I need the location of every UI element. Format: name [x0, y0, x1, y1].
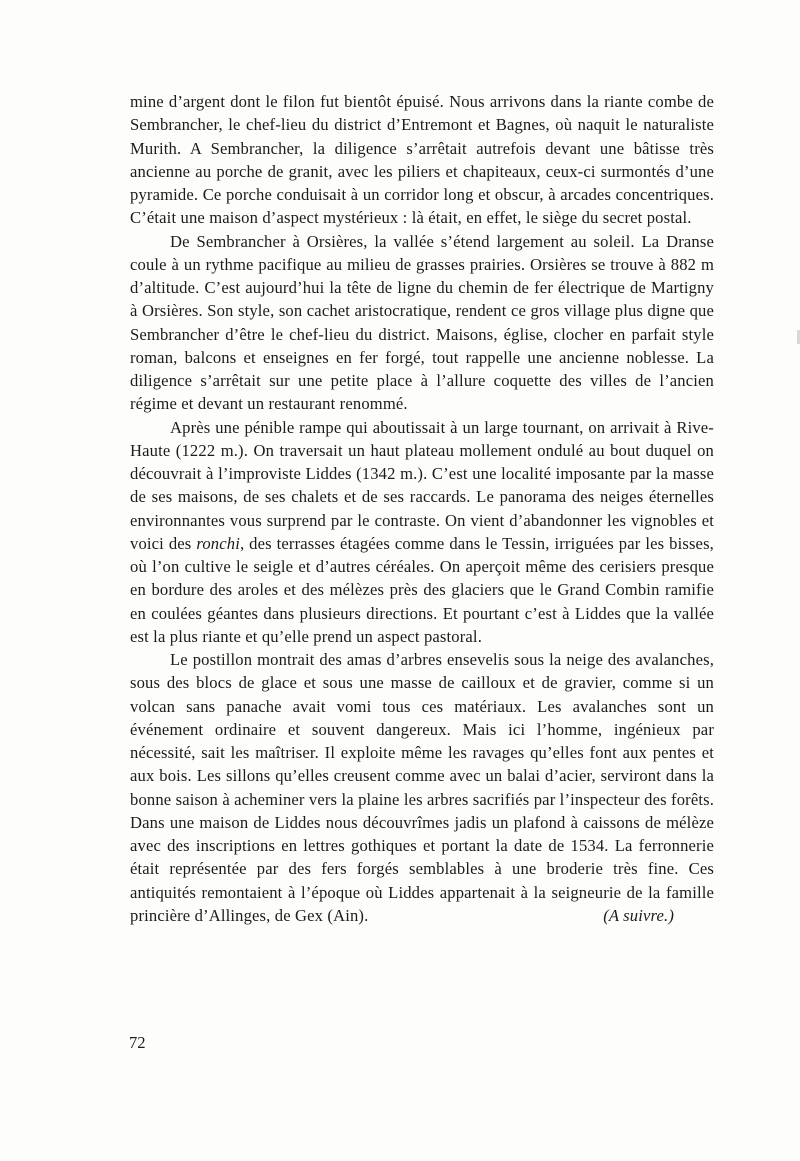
paragraph-1: mine d’argent dont le filon fut bientôt épuisé. Nous arrivons dans la riante combe de Sembrancher, le chef-lieu du district d’Entremont et Bagnes, où naquit le naturaliste Murith. A Sembrancher, la diligence s’arrêtait autrefois devant une bâtisse très ancienne au porche de granit, avec les piliers et chapiteaux, ceux-ci surmontés d’une pyramide. Ce porche conduisait à un corridor long et obscur, à arcades concentriques. C’était une maison d’aspect mystérieux : là était, en effet, le siège du secret postal.	[130, 92, 714, 228]
paragraph-2: De Sembrancher à Orsières, la vallée s’étend largement au soleil. La Dranse coule à un rythme pacifique au milieu de grasses prairies. Orsières se trouve à 882 m d’altitude. C’est aujourd’hui la tête de ligne du chemin de fer électrique de Martigny à Orsières. Son style, son cachet aristocratique, rendent ce gros village plus digne que Sembrancher d’être le chef-lieu du district. Maisons, église, clocher en parfait style roman, balcons et enseignes en fer forgé, tout rappelle une ancienne noblesse. La diligence s’arrêtait sur une petite place à l’allure coquette des villes de l’ancien régime et devant un restaurant renommé.	[130, 231, 714, 414]
paragraph-4-text: Le postillon montrait des amas d’arbres ensevelis sous la neige des avalanches, sous des blocs de glace et sous une masse de cailloux et de gravier, comme si un volcan sans panache avait vomi tous ces matériaux. Les avalanches sont un événement ordinaire et souvent dangereux. Mais ici l’homme, ingénieux par nécessité, sait les maîtriser. Il exploite même les ravages qu’elles font aux pentes et aux bois. Les sillons qu’elles creusent comme avec un balai d’acier, serviront dans la bonne saison à acheminer vers la plaine les arbres sacrifiés par l’inspecteur des forêts. Dans une maison de Liddes nous découvrîmes jadis un plafond à caissons de mélèze avec des inscriptions en lettres gothiques et portant la date de 1534. La ferronnerie était représentée par des fers forgés semblables à une broderie très fine. Ces antiquités remontaient à l’époque où Liddes appartenait à la seigneurie de la famille princière d’Allinges, de Gex (Ain).	[130, 650, 714, 925]
paragraph-4	[130, 648, 714, 927]
paragraph-3-text-before: Après une pénible rampe qui aboutissait à un large tournant, on arrivait à Rive-Haute (1222 m.). On traversait un haut plateau mollement ondulé au bout duquel on découvrait à l’improviste Liddes (1342 m.). C’est une localité imposante par la masse de ses maisons, de ses chalets et de ses raccards. Le panorama des neiges éternelles environnantes vous surprend par le contraste. On vient d’abandonner les vignobles et voici des	[130, 417, 714, 553]
continuation-note: (A suivre.)	[603, 905, 674, 925]
paragraph-3-text-after: , des terrasses étagées comme dans le Tessin, irriguées par les bisses, où l’on cultive le seigle et d’autres céréales. On aperçoit même des cerisiers presque en bordure des aroles et des mélèzes près des glaciers que le Grand Combin ramifie en coulées géantes dans plusieurs directions. Et pourtant c’est à Liddes que la vallée est la plus riante et qu’elle prend un aspect pastoral.	[130, 533, 714, 646]
italic-term-ronchi: ronchi	[196, 533, 240, 553]
body-text	[130, 90, 714, 927]
page-number: 72	[129, 1033, 146, 1052]
paragraph-3	[130, 416, 714, 649]
